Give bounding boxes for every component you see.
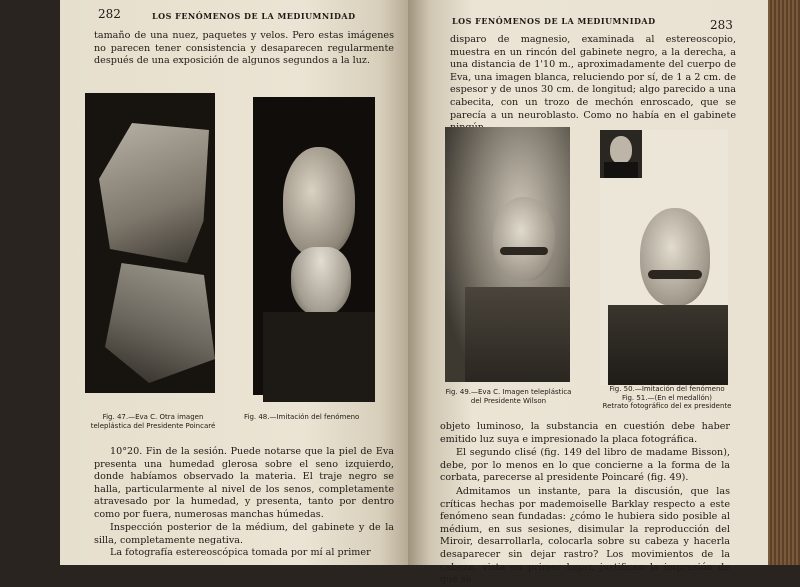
right-page-number: 283 [710,18,733,32]
portrait-face [283,147,355,257]
figure-48-photo [253,97,375,395]
right-body-paragraph-2: El segundo clisé (fig. 149 del libro de madame Bisson), debe, por lo menos en lo que concierne a la forma de la corbata, parecerse al presidente Poincaré (fig. 49). [440,447,730,484]
wilson-face [493,197,555,281]
imitation-mustache [648,270,702,279]
right-top-paragraph: disparo de magnesio, examinada al estereoscopio, muestra en un rincón del gabinete negro, a la derecha, a una distancia de 1'10 m., aproximadamente del cuerpo de Eva, una imagen blanca, reluciendo por sí, de 1 a 2 cm. de espesor y de unos 30 cm. de longitud; algo parecido a una cabecita, con un trozo de mechón enroscado, que se parecía a un neuroblasto. Como no había en el gabinete [450,34,736,121]
medallion-face [610,136,632,164]
veil-drapery-shape [105,263,215,383]
figure-50-caption: Fig. 50.—Imitación del fenómeno Fig. 51.—(En el medallón) Retrato fotográfico del ex presidente [602,385,732,410]
portrait-beard [291,247,351,317]
imitation-face [640,208,710,306]
left-body-paragraph-1: 10°20. Fin de la sesión. Puede notarse que la piel de Eva presenta una humedad glerosa sobre el seno izquierdo, donde habíamos observado la materia. El traje negro se halla, particularmente al nivel de los senos, completamente atravesado por la humedad, y presenta, tanto por dentro como por fuera, numerosas manchas húmedas. [94,446,394,520]
figure-49-photo [445,127,570,382]
teleplastic-face-shape [99,123,209,263]
imitation-suit [608,305,728,385]
right-body-paragraph-3: Admitamos un instante, para la discusión, que las críticas hechas por mademoiselle Barklay respecto a este fenómeno sean fundadas: ¿cómo le hubiera sido posible al médium, en sus sesiones, disimular la reproducción del Miroir, desarrollarla, colocarla sobre su cabeza y hacerla desaparecer sin dejar rastro? Los movimientos de la cabeza, vista en primer lugar, justifican la impresión de que se [440,486,730,586]
portrait-suit [263,312,375,402]
right-running-head: LOS FENÓMENOS DE LA MEDIUMNIDAD [452,16,656,26]
left-body-paragraph-3: La fotografía estereoscópica tomada por mí al primer [110,547,371,558]
figure-47-photo [85,93,215,393]
book-page-edges [768,0,800,565]
left-page [60,0,408,565]
medallion-suit [604,162,638,178]
medallion-fig-51 [600,130,642,178]
right-page [408,0,768,586]
left-top-paragraph: tamaño de una nuez, paquetes y velos. Pero estas imágenes no parecen tener consistencia y desaparecen regularmente después de una exposición de algunos segundos a la luz. [94,30,394,67]
figure-49-caption: Fig. 49.—Eva C. Imagen teleplástica del Presidente Wilson [445,388,572,405]
left-running-head: LOS FENÓMENOS DE LA MEDIUMNIDAD [152,11,356,21]
figure-50-photo [600,130,728,385]
left-body-paragraph-2: Inspección posterior de la médium, del gabinete y de la silla, completamente negativa. [94,522,394,546]
wilson-mustache [500,247,548,255]
figure-47-caption: Fig. 47.—Eva C. Otra imagen teleplástica del Presidente Poincaré [90,413,216,430]
left-page-number: 282 [98,7,121,21]
right-body-paragraph-1: objeto luminoso, la substancia en cuestión debe haber emitido luz suya e impresionado la placa fotográfica. [440,421,730,445]
wilson-suit [465,287,570,382]
figure-48-caption: Fig. 48.—Imitación del fenómeno [244,413,360,421]
